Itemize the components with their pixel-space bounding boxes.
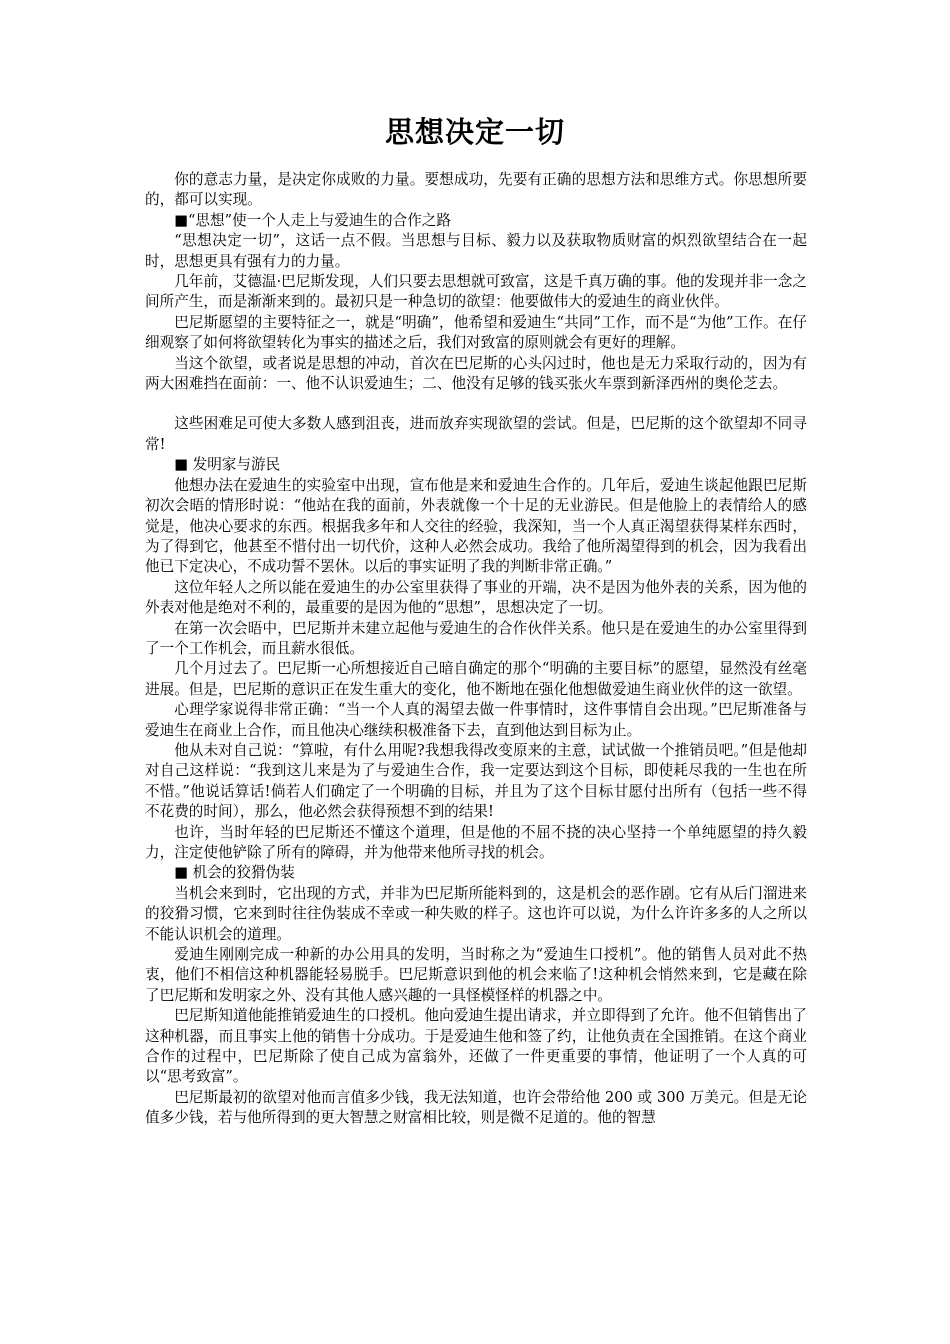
paragraph: 这些困难足可使大多数人感到沮丧，进而放弃实现欲望的尝试。但是，巴尼斯的这个欲望却不同寻常!	[145, 415, 807, 453]
paragraph: 心理学家说得非常正确：“当一个人真的渴望去做一件事情时，这件事情自会出现。”巴尼斯准备与爱迪生在商业上合作，而且他决心继续积极准备下去，直到他达到目标为止。	[145, 701, 807, 739]
paragraph: 你的意志力量，是决定你成败的力量。要想成功，先要有正确的思想方法和思维方式。你思想所要的，都可以实现。	[145, 171, 807, 209]
section-heading: ■“思想”使一个人走上与爱迪生的合作之路	[174, 211, 451, 229]
document-title: 思想决定一切	[384, 115, 565, 149]
paragraph: 这位年轻人之所以能在爱迪生的办公室里获得了事业的开端，决不是因为他外表的关系，因为他的外表对他是绝对不利的，最重要的是因为他的“思想”，思想决定了一切。	[145, 578, 807, 617]
paragraph: 他从未对自己说：“算啦，有什么用呢?我想我得改变原来的主意，试试做一个推销员吧。”但是他却对自己这样说：“我到这儿来是为了与爱迪生合作，我一定要达到这个目标，即使耗尽我的一生也在所不惜。”他说话算话!倘若人们确定了一个明确的目标，并且为了这个目标甘愿付出所有（包括一些不得不花费的时间），那么，他必然会获得预想不到的结果!	[145, 741, 807, 821]
section-heading: ■ 发明家与游民	[174, 456, 281, 474]
paragraph: 巴尼斯愿望的主要特征之一，就是“明确”，他希望和爱迪生“共同”工作，而不是“为他”工作。在仔细观察了如何将欲望转化为事实的描述之后，我们对致富的原则就会有更好的理解。	[145, 313, 807, 352]
paragraph: 巴尼斯最初的欲望对他而言值多少钱，我无法知道，也许会带给他 200 或 300 万美元。但是无论值多少钱，若与他所得到的更大智慧之财富相比较，则是微不足道的。他的智慧	[145, 1088, 807, 1127]
paragraph: 几个月过去了。巴尼斯一心所想接近自己暗自确定的那个“明确的主要目标”的愿望，显然没有丝毫进展。但是，巴尼斯的意识正在发生重大的变化，他不断地在强化他想做爱迪生商业伙伴的这一欲望。	[145, 660, 807, 698]
paragraph: 他想办法在爱迪生的实验室中出现，宣布他是来和爱迪生合作的。几年后，爱迪生谈起他跟巴尼斯初次会晤的情形时说：“他站在我的面前，外表就像一个十足的无业游民。但是他脸上的表情给人的感觉是，他决心要求的东西。根据我多年和人交往的经验，我深知，当一个人真正渴望获得某样东西时，为了得到它，他甚至不惜付出一切代价，这种人必然会成功。我给了他所渴望得到的机会，因为我看出他已下定决心，不成功誓不罢休。以后的事实证明了我的判断非常正确。”	[145, 476, 807, 576]
paragraph: 当机会来到时，它出现的方式，并非为巴尼斯所能料到的，这是机会的恶作剧。它有从后门溜进来的狡猾习惯，它来到时往往伪装成不幸或一种失败的样子。这也许可以说，为什么许许多多的人之所以不能认识机会的道理。	[145, 884, 807, 943]
paragraph: 也许，当时年轻的巴尼斯还不懂这个道理，但是他的不屈不挠的决心坚持一个单纯愿望的持久毅力，注定使他铲除了所有的障碍，并为他带来他所寻找的机会。	[145, 823, 807, 861]
paragraph: 爱迪生刚刚完成一种新的办公用具的发明，当时称之为“爱迪生口授机”。他的销售人员对此不热衷，他们不相信这种机器能轻易脱手。巴尼斯意识到他的机会来临了!这种机会悄然来到，它是藏在除了巴尼斯和发明家之外、没有其他人感兴趣的一具怪模怪样的机器之中。	[145, 946, 807, 1004]
paragraph: 巴尼斯知道他能推销爱迪生的口授机。他向爱迪生提出请求，并立即得到了允许。他不但销售出了这种机器，而且事实上他的销售十分成功。于是爱迪生他和签了约，让他负责在全国推销。在这个商业合作的过程中，巴尼斯除了使自己成为富翁外，还做了一件更重要的事情，他证明了一个人真的可以“思考致富”。	[145, 1007, 807, 1086]
section-heading: ■ 机会的狡猾伪装	[174, 864, 295, 882]
document-body	[145, 170, 807, 1129]
paragraph: 在第一次会晤中，巴尼斯并未建立起他与爱迪生的合作伙伴关系。他只是在爱迪生的办公室里得到了一个工作机会，而且薪水很低。	[145, 619, 807, 657]
paragraph: “思想决定一切”，这话一点不假。当思想与目标、毅力以及获取物质财富的炽烈欲望结合在一起时，思想更具有强有力的力量。	[145, 232, 807, 270]
paragraph: 几年前，艾德温·巴尼斯发现，人们只要去思想就可致富，这是千真万确的事。他的发现并非一念之间所产生，而是渐渐来到的。最初只是一种急切的欲望：他要做伟大的爱迪生的商业伙伴。	[145, 273, 807, 311]
paragraph: 当这个欲望，或者说是思想的冲动，首次在巴尼斯的心头闪过时，他也是无力采取行动的，因为有两大困难挡在面前：一、他不认识爱迪生；二、他没有足够的钱买张火车票到新泽西州的奥伦芝去。	[145, 354, 807, 393]
